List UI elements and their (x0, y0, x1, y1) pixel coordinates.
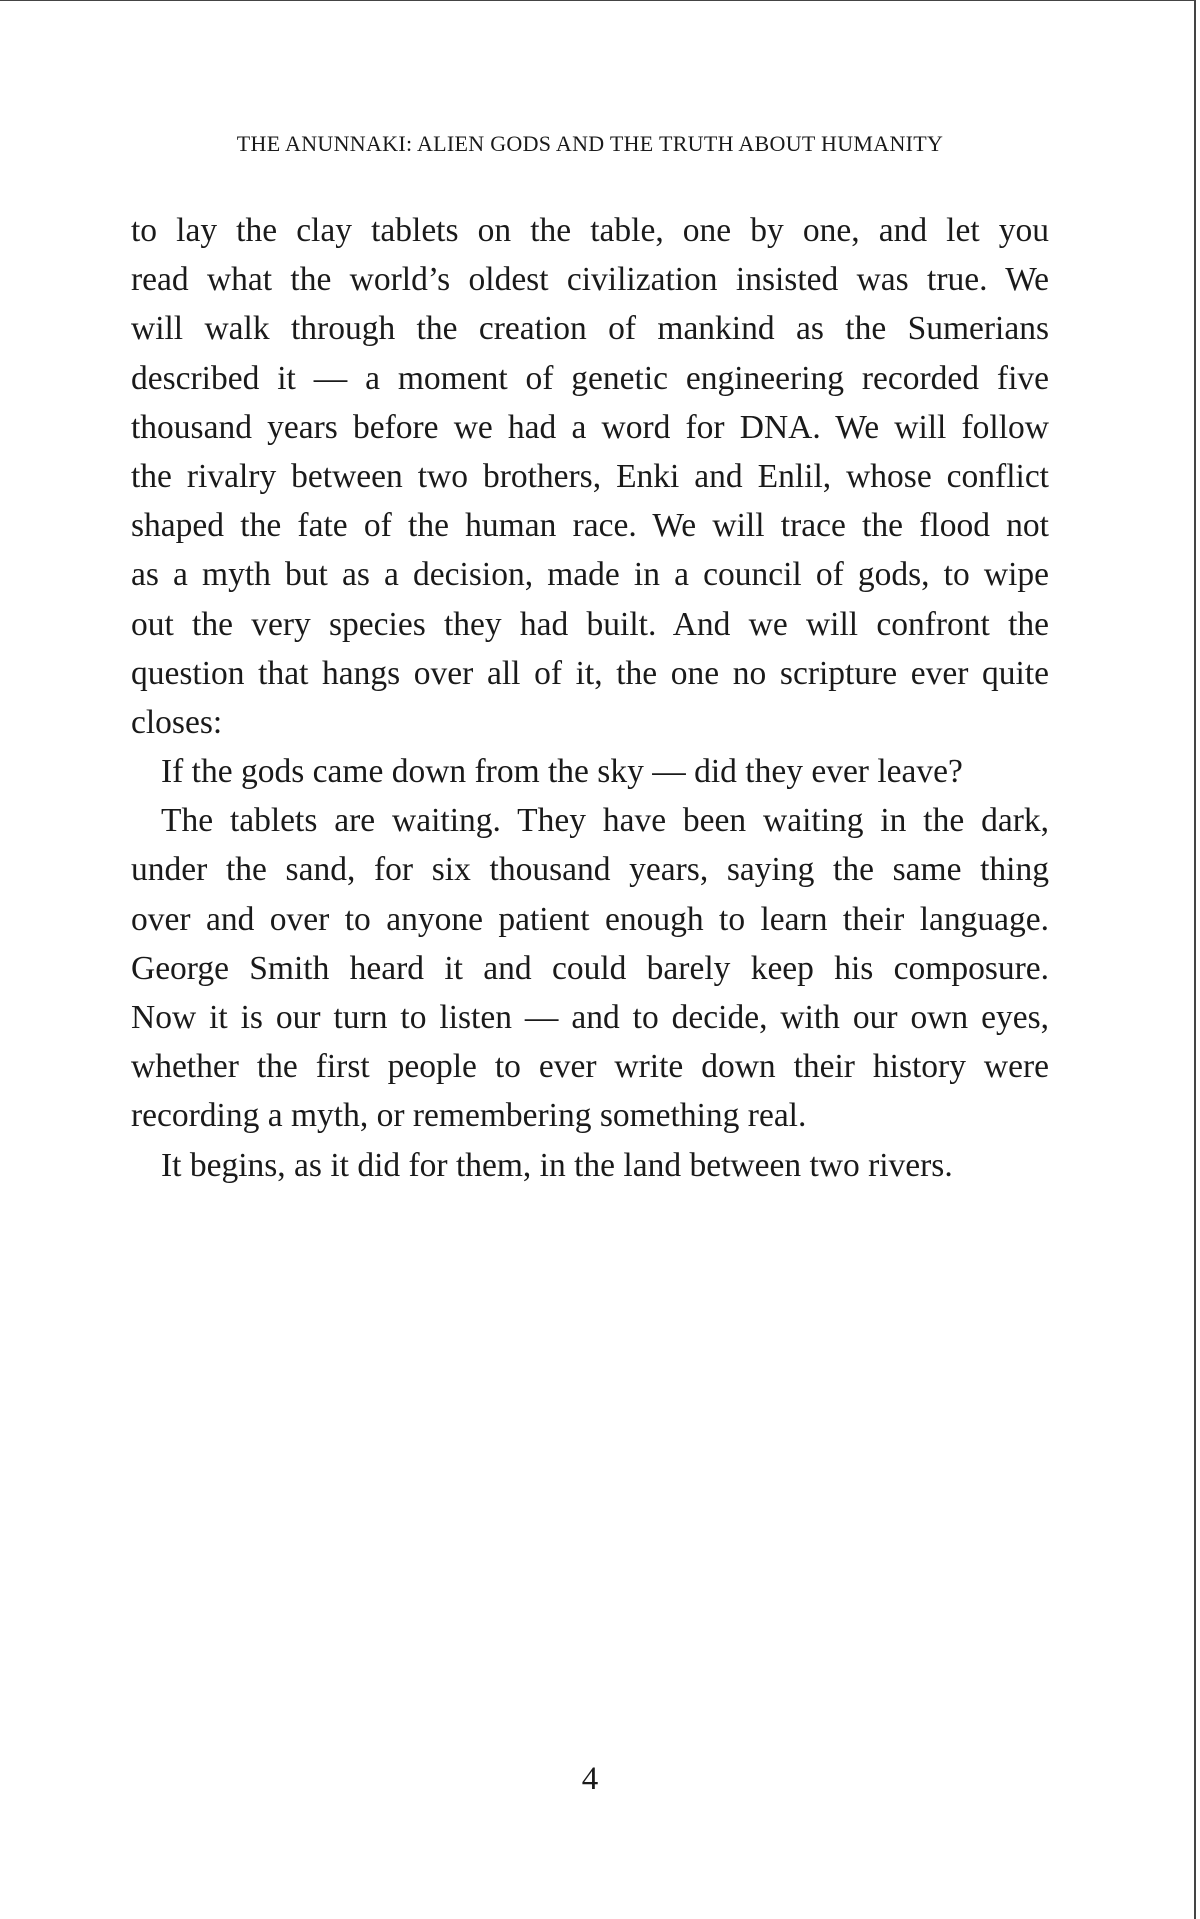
page-number: 4 (581, 1761, 599, 1797)
text-line: It begins, as it did for them, in the land between two rivers. (161, 1146, 953, 1184)
text-line: If the gods came down from the sky — did they ever leave? (161, 753, 963, 791)
text-line: George Smith heard it and could barely keep his composure. (131, 949, 1049, 987)
text-line: as a myth but as a decision, made in a council of gods, to wipe (131, 556, 1049, 594)
text-line: question that hangs over all of it, the one no scripture ever quite (131, 654, 1049, 692)
running-head: THE ANUNNAKI: ALIEN GODS AND THE TRUTH ABOUT HUMANITY (236, 131, 944, 156)
text-line: over and over to anyone patient enough to learn their language. (131, 900, 1049, 938)
text-line: Now it is our turn to listen — and to decide, with our own eyes, (131, 999, 1049, 1036)
text-line: read what the world’s oldest civilization insisted was true. We (131, 261, 1049, 299)
text-line: to lay the clay tablets on the table, one by one, and let you (131, 212, 1049, 249)
text-line: whether the first people to ever write down their history were (131, 1048, 1049, 1086)
body-text (131, 206, 1049, 1190)
text-line: described it — a moment of genetic engineering recorded five (131, 359, 1049, 397)
text-line: out the very species they had built. And we will confront the (131, 605, 1049, 643)
text-line: the rivalry between two brothers, Enki and Enlil, whose conflict (131, 457, 1049, 495)
paragraph (131, 747, 1049, 796)
paragraph (131, 1141, 1049, 1190)
paragraph (131, 796, 1049, 1140)
text-line: under the sand, for six thousand years, saying the same thing (131, 851, 1049, 889)
paragraph (131, 206, 1049, 747)
text-line: closes: (131, 703, 223, 741)
text-line: thousand years before we had a word for DNA. We will follow (131, 408, 1049, 446)
text-line: will walk through the creation of mankind as the Sumerians (131, 310, 1049, 348)
text-line: The tablets are waiting. They have been waiting in the dark, (161, 802, 1049, 840)
text-line: recording a myth, or remembering something real. (131, 1097, 807, 1135)
text-line: shaped the fate of the human race. We will trace the flood not (131, 507, 1049, 545)
